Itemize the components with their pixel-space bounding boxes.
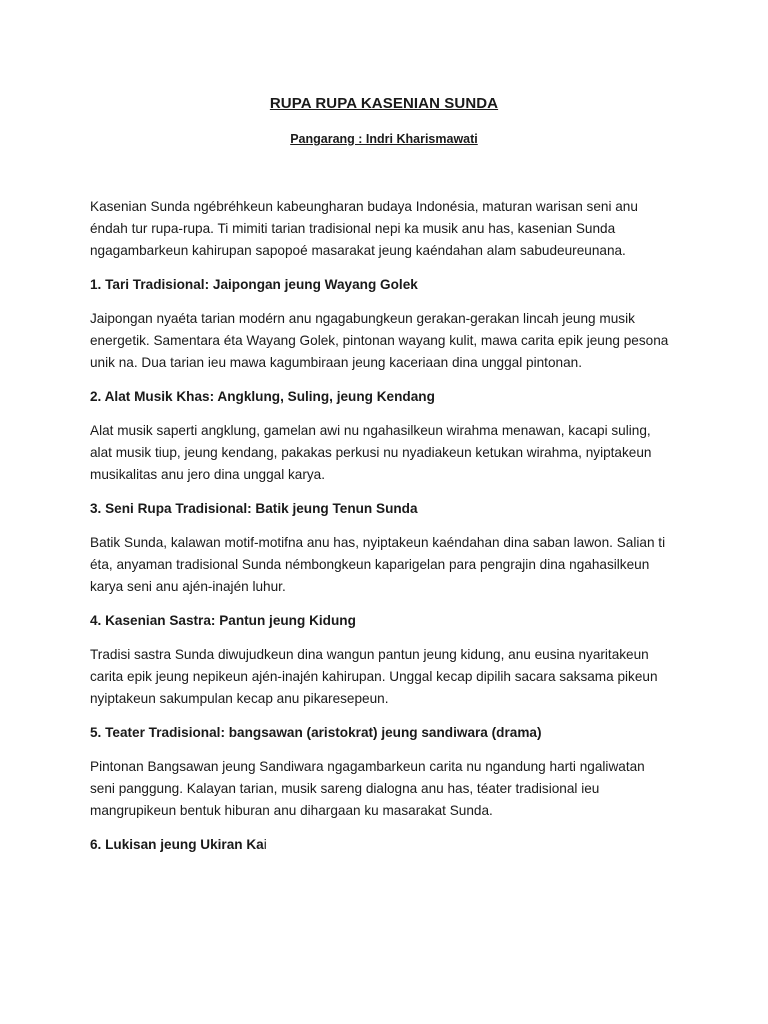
section-heading-6 [90, 834, 690, 856]
paragraph-line: musikalitas anu jero dina unggal karya. [90, 467, 326, 482]
paragraph-line: Tradisi sastra Sunda diwujudkeun dina wangun pantun jeung kidung, anu eusina nyaritakeun [90, 647, 649, 662]
paragraph-line: Jaipongan nyaéta tarian modérn anu ngagabungkeun gerakan-gerakan lincah jeung musik [90, 311, 635, 326]
section-heading-4: 4. Kasenian Sastra: Pantun jeung Kidung [90, 613, 356, 628]
paragraph-line: mangrupikeun bentuk hiburan anu dihargaan ku masarakat Sunda. [90, 803, 493, 818]
section-paragraph-3 [90, 532, 690, 598]
section-heading-5: 5. Teater Tradisional: bangsawan (aristokrat) jeung sandiwara (drama) [90, 725, 542, 740]
section-paragraph-4 [90, 644, 690, 710]
paragraph-line: éndah tur rupa-rupa. Ti mimiti tarian tradisional nepi ka musik anu has, kasenian Sunda [90, 221, 616, 236]
paragraph-line: Kasenian Sunda ngébréhkeun kabeungharan budaya Indonésia, maturan warisan seni anu [90, 199, 638, 214]
paragraph-line: ngagambarkeun kahirupan sapopoé masarakat jeung kaéndahan alam sabudeureunana. [90, 243, 626, 258]
paragraph-line: karya seni anu ajén-inajén luhur. [90, 579, 286, 594]
section-heading-6-bold: 6. Lukisan jeung Ukiran Ka [90, 837, 264, 852]
paragraph-line: nyiptakeun sakumpulan kecap anu pikaresepeun. [90, 691, 389, 706]
section-heading-6-tail: i [263, 837, 267, 852]
paragraph-line: energetik. Samentara éta Wayang Golek, pintonan wayang kulit, mawa carita epik jeung pesona [90, 333, 669, 348]
paragraph-line: Alat musik saperti angklung, gamelan awi nu ngahasilkeun wirahma menawan, kacapi suling, [90, 423, 651, 438]
intro-paragraph [90, 196, 690, 262]
paragraph-line: éta, anyaman tradisional Sunda némbongkeun kaparigelan para pengrajin dina ngahasilkeun [90, 557, 650, 572]
paragraph-line: Pintonan Bangsawan jeung Sandiwara ngagambarkeun carita nu ngandung harti ngaliwatan [90, 759, 645, 774]
paragraph-line: seni panggung. Kalayan tarian, musik sareng dialogna anu has, téater tradisional ieu [90, 781, 600, 796]
paragraph-line: carita epik jeung nepikeun ajén-inajén kahirupan. Unggal kecap dipilih sacara saksama pikeun [90, 669, 658, 684]
section-heading-2: 2. Alat Musik Khas: Angklung, Suling, jeung Kendang [90, 389, 435, 404]
section-heading-1: 1. Tari Tradisional: Jaipongan jeung Wayang Golek [90, 277, 418, 292]
document-author: Pangarang : Indri Kharismawati [290, 132, 478, 146]
section-paragraph-2 [90, 420, 690, 486]
paragraph-line: unik na. Dua tarian ieu mawa kagumbiraan jeung kaceriaan dina unggal pintonan. [90, 355, 582, 370]
section-paragraph-1 [90, 308, 690, 374]
document-body [90, 196, 690, 868]
document-title: RUPA RUPA KASENIAN SUNDA [269, 95, 499, 112]
section-paragraph-5 [90, 756, 690, 822]
paragraph-line: alat musik tiup, jeung kendang, pakakas perkusi nu nyadiakeun ketukan wirahma, nyiptakeun [90, 445, 652, 460]
section-heading-3: 3. Seni Rupa Tradisional: Batik jeung Tenun Sunda [90, 501, 418, 516]
paragraph-line: Batik Sunda, kalawan motif-motifna anu has, nyiptakeun kaéndahan dina saban lawon. Salian ti [90, 535, 666, 550]
